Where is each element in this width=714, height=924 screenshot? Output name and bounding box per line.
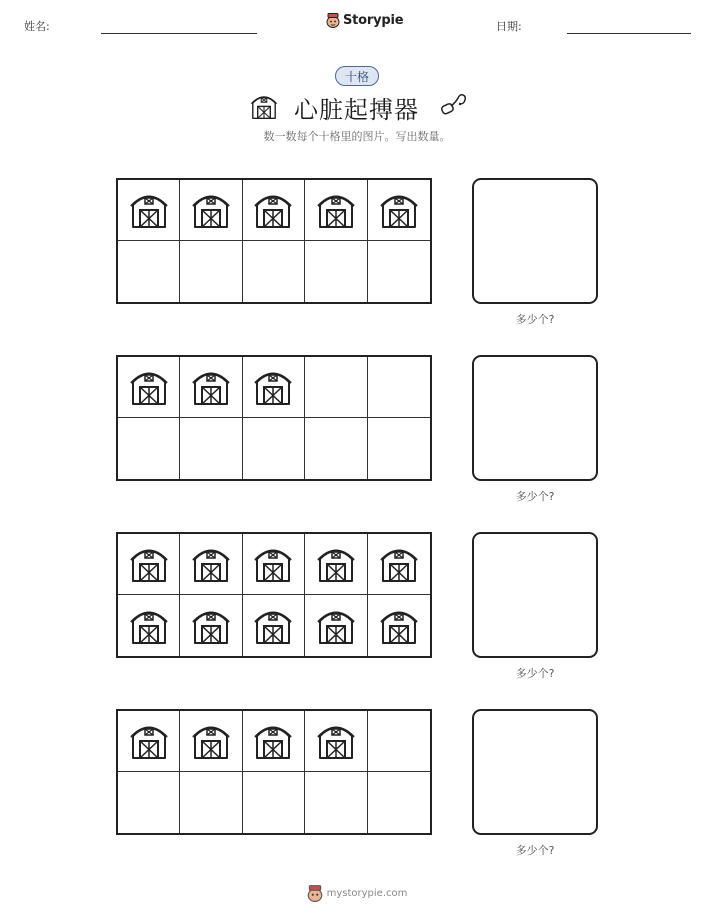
barn-icon	[191, 187, 231, 233]
barn-icon	[129, 187, 169, 233]
frame-cell	[118, 357, 180, 418]
footer	[0, 884, 714, 902]
frame-cell	[180, 772, 242, 833]
title-row	[0, 88, 714, 124]
barn-icon	[253, 603, 293, 649]
frame-cell	[118, 180, 180, 241]
how-many-label: 多少个?	[515, 490, 555, 503]
barn-icon	[253, 364, 293, 410]
ten-frame	[116, 532, 432, 658]
name-label: 姓名:	[24, 20, 50, 33]
frame-cell	[243, 180, 305, 241]
instructions: 数一数每个十格里的图片。写出数量。	[263, 130, 451, 143]
frame-cell	[305, 772, 367, 833]
barn-icon	[191, 718, 231, 764]
frame-cell	[180, 241, 242, 302]
frame-cell	[305, 418, 367, 479]
frame-cell	[243, 418, 305, 479]
name-field[interactable]	[101, 33, 257, 34]
barn-icon	[253, 187, 293, 233]
ten-frame	[116, 709, 432, 835]
barn-icon	[253, 718, 293, 764]
frame-cell	[243, 534, 305, 595]
frame-cell	[243, 772, 305, 833]
frame-cell	[243, 711, 305, 772]
answer-box[interactable]	[472, 532, 598, 658]
frame-cell	[368, 357, 430, 418]
barn-icon	[316, 603, 356, 649]
barn-icon	[191, 541, 231, 587]
frame-cell	[305, 595, 367, 656]
frame-cell	[180, 595, 242, 656]
ten-frame	[116, 355, 432, 481]
storypie-mascot-icon	[326, 12, 340, 28]
barn-icon	[129, 364, 169, 410]
barn-icon	[191, 364, 231, 410]
page-title: 心脏起搏器	[294, 96, 419, 124]
frame-cell	[243, 241, 305, 302]
how-many-label: 多少个?	[515, 313, 555, 326]
frame-cell	[180, 534, 242, 595]
pacemaker-icon	[440, 92, 468, 122]
frame-cell	[118, 772, 180, 833]
barn-icon	[379, 187, 419, 233]
barn-icon	[129, 541, 169, 587]
frame-cell	[118, 595, 180, 656]
barn-icon	[129, 718, 169, 764]
date-label: 日期:	[496, 20, 522, 33]
barn-icon	[316, 187, 356, 233]
frame-cell	[180, 180, 242, 241]
barn-icon	[191, 603, 231, 649]
frame-cell	[368, 711, 430, 772]
frame-cell	[243, 357, 305, 418]
barn-icon	[316, 541, 356, 587]
frame-cell	[305, 534, 367, 595]
frame-cell	[305, 241, 367, 302]
frame-cell	[243, 595, 305, 656]
frame-cell	[305, 357, 367, 418]
frame-cell	[305, 711, 367, 772]
barn-icon	[250, 90, 278, 124]
brand-logo	[326, 12, 403, 28]
frame-cell	[368, 418, 430, 479]
frame-cell	[180, 711, 242, 772]
ten-frame-badge: 十格	[335, 66, 379, 86]
how-many-label: 多少个?	[515, 844, 555, 857]
answer-box[interactable]	[472, 709, 598, 835]
frame-cell	[180, 357, 242, 418]
answer-box[interactable]	[472, 355, 598, 481]
frame-cell	[118, 711, 180, 772]
frame-cell	[118, 241, 180, 302]
frame-cell	[180, 418, 242, 479]
barn-icon	[379, 603, 419, 649]
frame-cell	[368, 180, 430, 241]
footer-url[interactable]: mystorypie.com	[326, 887, 408, 899]
frame-cell	[305, 180, 367, 241]
frame-cell	[368, 241, 430, 302]
barn-icon	[316, 718, 356, 764]
frame-cell	[368, 772, 430, 833]
frame-cell	[368, 595, 430, 656]
ten-frame	[116, 178, 432, 304]
frame-cell	[118, 418, 180, 479]
how-many-label: 多少个?	[515, 667, 555, 680]
barn-icon	[253, 541, 293, 587]
frame-cell	[368, 534, 430, 595]
brand-name: Storypie	[343, 12, 404, 28]
barn-icon	[379, 541, 419, 587]
storypie-mascot-icon	[307, 884, 323, 902]
barn-icon	[129, 603, 169, 649]
answer-box[interactable]	[472, 178, 598, 304]
frame-cell	[118, 534, 180, 595]
date-field[interactable]	[567, 33, 691, 34]
